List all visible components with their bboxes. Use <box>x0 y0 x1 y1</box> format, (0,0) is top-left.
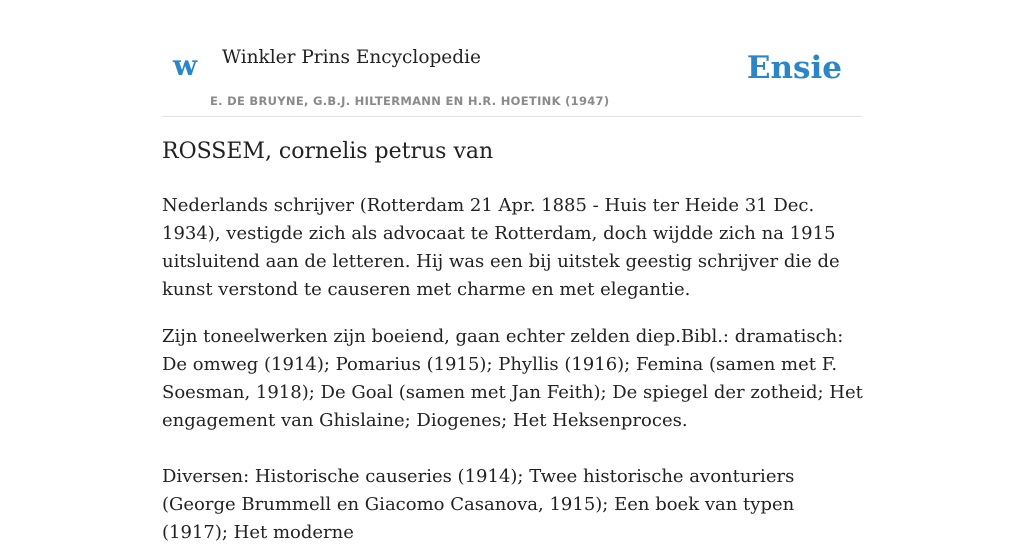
ensie-logo-link[interactable]: Ensie <box>746 50 842 86</box>
header <box>162 40 862 117</box>
book-authors: E. DE BRUYNE, G.B.J. HILTERMANN EN H.R. HOETINK (1947) <box>210 94 610 108</box>
entry-paragraph-3: Diversen: Historische causeries (1914); Twee historische avonturiers (George Brummell en Giacomo Casanova, 1915); Een boek van typen (1917); Het moderne <box>162 466 795 543</box>
book-title-link[interactable]: Winkler Prins Encyclopedie <box>222 47 481 68</box>
entry-paragraph-2: Zijn toneelwerken zijn boeiend, gaan echter zelden diep.Bibl.: dramatisch: De omweg (1914); Pomarius (1915); Phyllis (1916); Femina (samen met F. Soesman, 1918); De Goal (samen met Jan Feith); De spiegel der zotheid; Het engagement van Ghislaine; Diogenes; Het Heksenproces. <box>162 326 863 431</box>
entry-title: ROSSEM, cornelis petrus van <box>162 139 494 164</box>
entry-paragraph-1: Nederlands schrijver (Rotterdam 21 Apr. 1885 - Huis ter Heide 31 Dec. 1934), vestigde zich als advocaat te Rotterdam, doch wijdde zich na 1915 uitsluitend aan de letteren. Hij was een bij uitstek geestig schrijver die de kunst verstond te causeren met charme en met elegantie. <box>162 195 840 300</box>
winkler-prins-logo[interactable]: w <box>173 49 198 82</box>
